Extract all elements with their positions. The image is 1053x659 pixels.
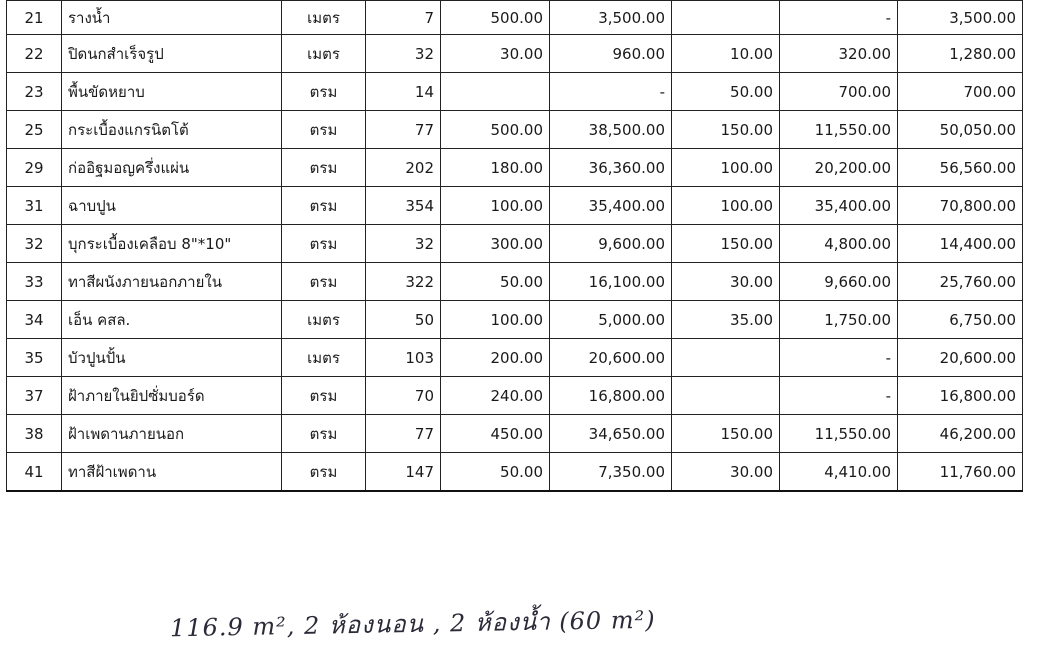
table-row (7, 453, 1023, 492)
table-row (7, 1, 1023, 35)
cell-material-total: 7,350.00 (550, 453, 672, 492)
cell-description: เอ็น คสล. (62, 301, 282, 339)
cell-material-total: 960.00 (550, 35, 672, 73)
cell-item-no: 31 (7, 187, 62, 225)
cell-labor-unit-price (672, 339, 780, 377)
cell-quantity: 7 (366, 1, 441, 35)
cell-labor-total: - (780, 1, 898, 35)
cell-grand-total: 14,400.00 (898, 225, 1023, 263)
cell-item-no: 23 (7, 73, 62, 111)
cell-quantity: 77 (366, 111, 441, 149)
cell-quantity: 103 (366, 339, 441, 377)
cell-labor-unit-price: 35.00 (672, 301, 780, 339)
cell-item-no: 38 (7, 415, 62, 453)
cell-grand-total: 6,750.00 (898, 301, 1023, 339)
cell-labor-unit-price: 10.00 (672, 35, 780, 73)
cell-material-unit-price: 450.00 (441, 415, 550, 453)
cell-labor-unit-price: 30.00 (672, 263, 780, 301)
cell-grand-total: 16,800.00 (898, 377, 1023, 415)
cell-grand-total: 50,050.00 (898, 111, 1023, 149)
cell-description: ทาสีผนังภายนอกภายใน (62, 263, 282, 301)
cell-material-unit-price: 30.00 (441, 35, 550, 73)
table-row (7, 149, 1023, 187)
cell-labor-unit-price: 100.00 (672, 187, 780, 225)
cell-material-total: 9,600.00 (550, 225, 672, 263)
cell-quantity: 354 (366, 187, 441, 225)
cell-unit: ตรม (282, 187, 366, 225)
cell-material-unit-price: 100.00 (441, 187, 550, 225)
cell-description: บุกระเบื้องเคลือบ 8"*10" (62, 225, 282, 263)
cell-material-total: 36,360.00 (550, 149, 672, 187)
cell-labor-unit-price (672, 377, 780, 415)
cell-labor-unit-price: 150.00 (672, 111, 780, 149)
cost-estimate-table (6, 0, 1023, 492)
cell-item-no: 29 (7, 149, 62, 187)
cell-item-no: 37 (7, 377, 62, 415)
cell-unit: ตรม (282, 377, 366, 415)
cell-grand-total: 56,560.00 (898, 149, 1023, 187)
cell-item-no: 33 (7, 263, 62, 301)
cell-unit: เมตร (282, 1, 366, 35)
cell-description: รางน้ำ (62, 1, 282, 35)
cell-material-total: 35,400.00 (550, 187, 672, 225)
cell-description: ฝ้าภายในยิปซั่มบอร์ด (62, 377, 282, 415)
cell-grand-total: 700.00 (898, 73, 1023, 111)
cell-grand-total: 70,800.00 (898, 187, 1023, 225)
table-row (7, 263, 1023, 301)
cell-labor-total: - (780, 377, 898, 415)
table-row (7, 301, 1023, 339)
cell-quantity: 32 (366, 35, 441, 73)
cell-labor-unit-price: 30.00 (672, 453, 780, 492)
cell-quantity: 322 (366, 263, 441, 301)
cell-material-unit-price: 300.00 (441, 225, 550, 263)
table-body (7, 1, 1023, 492)
cell-quantity: 70 (366, 377, 441, 415)
cell-labor-total: 11,550.00 (780, 111, 898, 149)
cell-item-no: 35 (7, 339, 62, 377)
cell-unit: ตรม (282, 73, 366, 111)
cell-grand-total: 1,280.00 (898, 35, 1023, 73)
cell-material-unit-price: 180.00 (441, 149, 550, 187)
cell-material-total: 5,000.00 (550, 301, 672, 339)
cell-description: พื้นขัดหยาบ (62, 73, 282, 111)
cell-quantity: 32 (366, 225, 441, 263)
cell-material-unit-price: 50.00 (441, 263, 550, 301)
cell-quantity: 147 (366, 453, 441, 492)
cell-item-no: 25 (7, 111, 62, 149)
cell-unit: ตรม (282, 263, 366, 301)
cell-unit: ตรม (282, 111, 366, 149)
handwritten-note: 116.9 m², 2 ห้องนอน , 2 ห้องน้ำ (60 m²) (169, 605, 656, 643)
cell-material-total: 20,600.00 (550, 339, 672, 377)
cell-material-unit-price: 500.00 (441, 1, 550, 35)
cell-labor-unit-price: 50.00 (672, 73, 780, 111)
cell-material-unit-price: 240.00 (441, 377, 550, 415)
cell-labor-total: - (780, 339, 898, 377)
cell-labor-total: 9,660.00 (780, 263, 898, 301)
cell-material-unit-price: 100.00 (441, 301, 550, 339)
cell-unit: ตรม (282, 415, 366, 453)
cell-description: กระเบื้องแกรนิตโต้ (62, 111, 282, 149)
cell-grand-total: 46,200.00 (898, 415, 1023, 453)
cell-unit: ตรม (282, 225, 366, 263)
cell-material-unit-price: 200.00 (441, 339, 550, 377)
cell-grand-total: 11,760.00 (898, 453, 1023, 492)
cell-unit: ตรม (282, 149, 366, 187)
cell-labor-unit-price: 100.00 (672, 149, 780, 187)
cell-description: บัวปูนปั้น (62, 339, 282, 377)
cell-grand-total: 20,600.00 (898, 339, 1023, 377)
cell-item-no: 21 (7, 1, 62, 35)
table-row (7, 225, 1023, 263)
cell-labor-total: 700.00 (780, 73, 898, 111)
cell-labor-total: 320.00 (780, 35, 898, 73)
cell-item-no: 34 (7, 301, 62, 339)
cell-material-unit-price: 50.00 (441, 453, 550, 492)
cell-material-unit-price: 500.00 (441, 111, 550, 149)
table-row (7, 111, 1023, 149)
cell-material-total: 16,100.00 (550, 263, 672, 301)
cell-description: ทาสีฝ้าเพดาน (62, 453, 282, 492)
cell-description: ก่ออิฐมอญครึ่งแผ่น (62, 149, 282, 187)
cell-item-no: 22 (7, 35, 62, 73)
cell-labor-unit-price: 150.00 (672, 415, 780, 453)
table-row (7, 377, 1023, 415)
cell-labor-total: 35,400.00 (780, 187, 898, 225)
table-row (7, 339, 1023, 377)
cell-labor-unit-price (672, 1, 780, 35)
cell-material-total: 34,650.00 (550, 415, 672, 453)
table-row (7, 35, 1023, 73)
cell-material-total: 3,500.00 (550, 1, 672, 35)
cell-labor-total: 1,750.00 (780, 301, 898, 339)
cell-labor-total: 4,410.00 (780, 453, 898, 492)
cell-unit: ตรม (282, 453, 366, 492)
cell-labor-total: 4,800.00 (780, 225, 898, 263)
cell-quantity: 50 (366, 301, 441, 339)
cell-item-no: 32 (7, 225, 62, 263)
cell-labor-total: 20,200.00 (780, 149, 898, 187)
cell-description: ปิดนกสำเร็จรูป (62, 35, 282, 73)
cell-quantity: 77 (366, 415, 441, 453)
cell-material-total: 38,500.00 (550, 111, 672, 149)
cell-grand-total: 25,760.00 (898, 263, 1023, 301)
cell-quantity: 14 (366, 73, 441, 111)
cell-labor-total: 11,550.00 (780, 415, 898, 453)
cell-unit: เมตร (282, 339, 366, 377)
cell-quantity: 202 (366, 149, 441, 187)
table-row (7, 73, 1023, 111)
cell-item-no: 41 (7, 453, 62, 492)
cell-material-total: - (550, 73, 672, 111)
table-row (7, 187, 1023, 225)
cell-labor-unit-price: 150.00 (672, 225, 780, 263)
cell-description: ฝ้าเพดานภายนอก (62, 415, 282, 453)
cell-description: ฉาบปูน (62, 187, 282, 225)
cell-unit: เมตร (282, 301, 366, 339)
cell-material-total: 16,800.00 (550, 377, 672, 415)
table-row (7, 415, 1023, 453)
cell-unit: เมตร (282, 35, 366, 73)
cell-material-unit-price (441, 73, 550, 111)
cell-grand-total: 3,500.00 (898, 1, 1023, 35)
